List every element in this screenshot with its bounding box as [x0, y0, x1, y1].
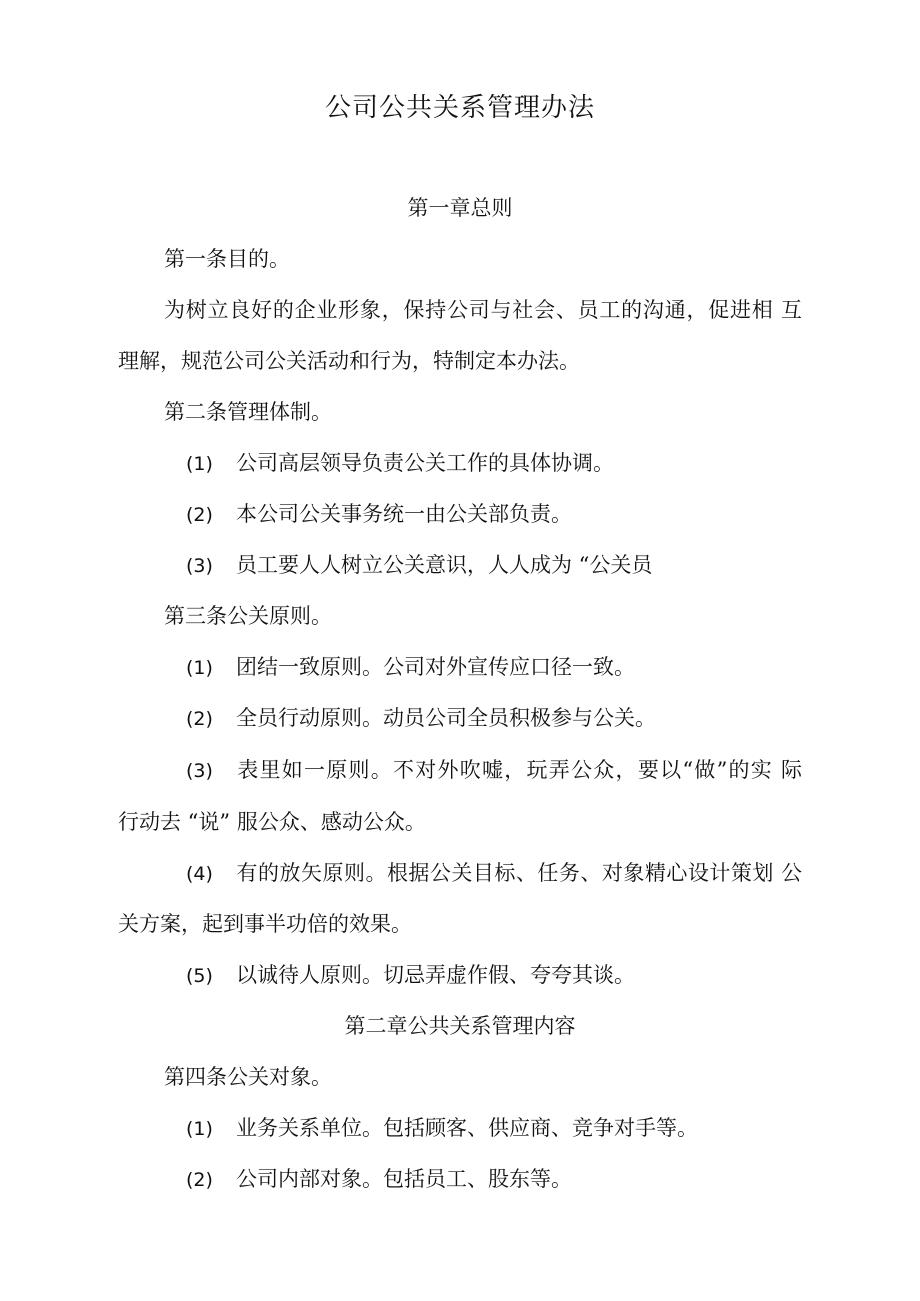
item-text: 业务关系单位。包括顾客、供应商、竞争对手等。 — [236, 1116, 698, 1140]
article-3-item-2 — [186, 702, 656, 735]
article-1-text-line-1: 为树立良好的企业形象，保持公司与社会、员工的沟通，促进相 互 — [164, 298, 802, 322]
document-title: 公司公共关系管理办法 — [324, 93, 595, 123]
item-text: 表里如一原则。不对外吹嘘，玩弄公众，要以“做”的实 际 — [236, 758, 802, 782]
item-number: (3) — [186, 760, 213, 782]
article-3-item-5 — [186, 959, 635, 992]
article-3-item-4-continuation: 关方案，起到事半功倍的效果。 — [118, 912, 412, 936]
article-3-item-3 — [186, 754, 802, 787]
article-3-item-4 — [186, 857, 802, 890]
item-text: 公司内部对象。包括员工、股东等。 — [236, 1167, 572, 1191]
item-text: 公司高层领导负责公关工作的具体协调。 — [236, 451, 614, 475]
article-4-heading: 第四条公关对象。 — [164, 1065, 332, 1089]
item-number: (5) — [186, 965, 213, 987]
chapter-1-heading: 第一章总则 — [407, 196, 513, 220]
item-number: (2) — [186, 1169, 213, 1191]
article-3-item-3-continuation: 行动去 “说” 服公众、感动公众。 — [118, 810, 426, 834]
chapter-2-heading: 第二章公共关系管理内容 — [344, 1014, 576, 1038]
article-2-item-3 — [186, 549, 652, 582]
item-text: 有的放矢原则。根据公关目标、任务、对象精心设计策划 公 — [236, 861, 802, 885]
article-4-item-1 — [186, 1112, 698, 1145]
article-1-text-line-2: 理解，规范公司公关活动和行为，特制定本办法。 — [118, 349, 580, 373]
item-text: 团结一致原则。公司对外宣传应口径一致。 — [236, 655, 635, 679]
article-4-item-2 — [186, 1163, 572, 1196]
item-text: 本公司公关事务统一由公关部负责。 — [236, 502, 572, 526]
item-number: (2) — [186, 708, 213, 730]
article-1-heading: 第一条目的。 — [164, 247, 290, 271]
article-3-item-1 — [186, 651, 635, 684]
item-number: (1) — [186, 1118, 213, 1140]
item-number: (1) — [186, 657, 213, 679]
item-number: (2) — [186, 504, 213, 526]
item-number: (4) — [186, 863, 213, 885]
article-2-heading: 第二条管理体制。 — [164, 400, 332, 424]
item-text: 以诚待人原则。切忌弄虚作假、夸夸其谈。 — [236, 963, 635, 987]
item-number: (3) — [186, 555, 213, 577]
article-3-heading: 第三条公关原则。 — [164, 604, 332, 628]
article-2-item-1 — [186, 447, 614, 480]
article-2-item-2 — [186, 498, 572, 531]
item-number: (1) — [186, 453, 213, 475]
item-text: 全员行动原则。动员公司全员积极参与公关。 — [236, 706, 656, 730]
item-text: 员工要人人树立公关意识，人人成为 “公关员 — [236, 553, 653, 577]
